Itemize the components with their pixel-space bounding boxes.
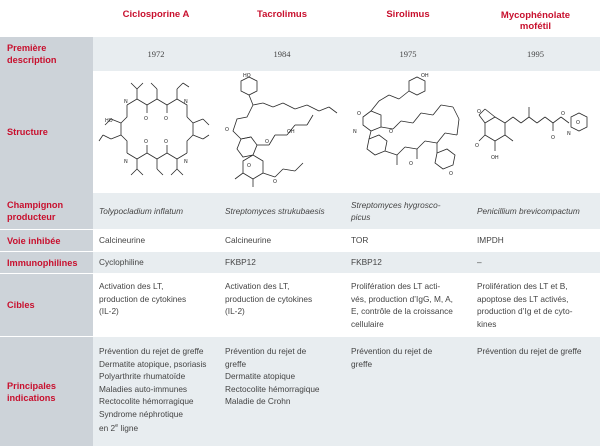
svg-text:O: O bbox=[273, 179, 277, 185]
cell-year-mycophenolate: 1995 bbox=[527, 48, 544, 59]
row-label-voie-text: Voie inhibée bbox=[7, 235, 61, 246]
indications-tacrolimus-line: greffe bbox=[225, 358, 247, 369]
col-header-sirolimus bbox=[345, 0, 471, 37]
cibles-ciclosporine-line: Activation des LT, bbox=[99, 281, 164, 291]
indications-ciclosporine-line: Syndrome néphrotique bbox=[99, 408, 183, 419]
svg-text:O: O bbox=[576, 120, 580, 126]
cell-voie-ciclosporine: Calcineurine bbox=[99, 235, 146, 246]
cibles-sirolimus-line: Prolifération des LT acti- bbox=[351, 281, 441, 291]
cell-indications-tacrolimus bbox=[219, 337, 345, 446]
cell-indications-mycophenolate bbox=[471, 337, 600, 446]
cibles-tacrolimus-line: (IL-2) bbox=[225, 306, 245, 316]
col-header-mycophenolate-line2: mofétil bbox=[519, 21, 552, 32]
mycophenolate-structure-image bbox=[475, 101, 596, 161]
indications-sirolimus-line: Prévention du rejet de bbox=[351, 346, 433, 356]
cell-immuno-sirolimus: FKBP12 bbox=[351, 257, 382, 268]
cell-cibles-tacrolimus bbox=[219, 274, 345, 336]
row-label-champignon bbox=[0, 193, 93, 229]
row-structure bbox=[0, 71, 600, 193]
svg-text:O: O bbox=[144, 139, 148, 145]
ciclosporine-structure-image bbox=[97, 75, 215, 189]
svg-text:N: N bbox=[567, 131, 571, 137]
row-label-indications bbox=[0, 337, 93, 446]
cibles-ciclosporine-line: production de cytokines bbox=[99, 293, 187, 304]
svg-text:O: O bbox=[225, 127, 229, 133]
svg-text:OH: OH bbox=[287, 129, 295, 135]
row-label-premiere-line2: description bbox=[7, 55, 57, 65]
indications-superscript: e bbox=[115, 423, 119, 429]
indications-sirolimus-line: greffe bbox=[351, 358, 373, 369]
row-champignon bbox=[0, 193, 600, 229]
cell-champignon-sirolimus-line1: Streptomyces hygrosco- bbox=[351, 199, 441, 210]
svg-text:N: N bbox=[124, 99, 128, 105]
sirolimus-structure-image bbox=[349, 73, 467, 191]
indications-ciclosporine-line bbox=[99, 420, 213, 434]
cibles-tacrolimus-line: production de cytokines bbox=[225, 293, 313, 304]
cell-voie-mycophenolate: IMPDH bbox=[477, 235, 504, 246]
indications-ciclosporine-line: Polyarthrite rhumatoïde bbox=[99, 371, 186, 381]
row-premiere-description bbox=[0, 37, 600, 71]
col-header-tacrolimus-text: Tacrolimus bbox=[257, 9, 307, 20]
cell-champignon-sirolimus-line2: picus bbox=[351, 212, 371, 222]
svg-text:N: N bbox=[353, 129, 357, 135]
row-label-champignon-line1: Champignon bbox=[7, 200, 64, 210]
indications-ciclosporine-line: Prévention du rejet de greffe bbox=[99, 346, 204, 356]
svg-text:O: O bbox=[409, 161, 413, 167]
cibles-mycophenolate-line: apoptose des LT activés, bbox=[477, 293, 569, 304]
indications-ciclosporine-line: Rectocolite hémorragique bbox=[99, 396, 194, 406]
svg-text:O: O bbox=[265, 139, 269, 145]
svg-text:O: O bbox=[357, 111, 361, 117]
cell-voie-sirolimus: TOR bbox=[351, 235, 369, 246]
row-voie-inhibee bbox=[0, 230, 600, 251]
svg-text:O: O bbox=[561, 111, 565, 117]
cibles-ciclosporine-line: (IL-2) bbox=[99, 306, 119, 316]
col-header-sirolimus-text: Sirolimus bbox=[386, 9, 430, 20]
indications-tacrolimus-line: Prévention du rejet de bbox=[225, 346, 307, 356]
cibles-mycophenolate-line: production d’Ig et de cyto- bbox=[477, 306, 573, 316]
col-header-tacrolimus bbox=[219, 0, 345, 37]
svg-text:N: N bbox=[184, 159, 188, 165]
svg-text:O: O bbox=[449, 171, 453, 177]
row-label-indications-line1: Principales bbox=[7, 380, 57, 391]
row-immunophilines bbox=[0, 252, 600, 273]
cell-champignon-ciclosporine: Tolypocladium inflatum bbox=[99, 205, 184, 216]
tacrolimus-structure-image bbox=[223, 73, 341, 191]
cibles-sirolimus-line: vés, production d’IgG, M, A, bbox=[351, 293, 453, 304]
cell-champignon-tacrolimus: Streptomyces strukubaesis bbox=[225, 205, 325, 216]
svg-text:O: O bbox=[475, 143, 479, 149]
indications-en2-text: en 2 bbox=[99, 422, 116, 433]
row-label-immuno bbox=[0, 252, 93, 273]
cibles-sirolimus-line: E, contrôle de la croissance bbox=[351, 306, 453, 316]
row-label-cibles bbox=[0, 274, 93, 336]
col-header-ciclosporine bbox=[93, 0, 219, 37]
indications-ciclosporine-line: Dermatite atopique, psoriasis bbox=[99, 358, 207, 369]
svg-text:HO: HO bbox=[243, 73, 251, 79]
cell-immuno-ciclosporine: Cyclophiline bbox=[99, 257, 144, 268]
svg-text:O: O bbox=[389, 129, 393, 135]
cell-year-ciclosporine: 1972 bbox=[147, 48, 165, 59]
row-indications bbox=[0, 337, 600, 446]
svg-text:HO: HO bbox=[105, 118, 113, 124]
cell-cibles-sirolimus bbox=[345, 274, 471, 336]
col-header-mycophenolate-line1: Mycophénolate bbox=[500, 10, 571, 21]
svg-text:OH: OH bbox=[421, 73, 429, 79]
cibles-mycophenolate-line: Prolifération des LT et B, bbox=[477, 281, 568, 291]
cell-cibles-ciclosporine bbox=[93, 274, 219, 336]
row-label-indications-line2: indications bbox=[7, 392, 56, 403]
svg-text:O: O bbox=[144, 116, 148, 122]
cibles-mycophenolate-line: kines bbox=[477, 318, 497, 329]
col-header-mycophenolate bbox=[471, 0, 600, 37]
svg-text:O: O bbox=[164, 116, 168, 122]
svg-text:N: N bbox=[124, 159, 128, 165]
svg-text:O: O bbox=[551, 135, 555, 141]
cell-champignon-mycophenolate: Penicillium brevicompactum bbox=[477, 205, 580, 216]
row-label-cibles-text: Cibles bbox=[7, 300, 35, 310]
svg-text:OH: OH bbox=[491, 155, 499, 161]
row-label-immuno-text: Immunophilines bbox=[7, 257, 78, 268]
indications-tacrolimus-line: Dermatite atopique bbox=[225, 371, 296, 381]
cell-cibles-mycophenolate bbox=[471, 274, 600, 336]
col-header-ciclosporine-text: Ciclosporine A bbox=[122, 9, 190, 20]
svg-text:O: O bbox=[477, 109, 481, 115]
cibles-tacrolimus-line: Activation des LT, bbox=[225, 281, 290, 291]
cibles-sirolimus-line: cellulaire bbox=[351, 318, 384, 329]
cell-year-tacrolimus: 1984 bbox=[273, 48, 291, 59]
cell-indications-sirolimus bbox=[345, 337, 471, 446]
cell-champignon-sirolimus bbox=[345, 193, 471, 229]
indications-ciclosporine-line: Maladies auto-immunes bbox=[99, 383, 188, 394]
row-label-premiere bbox=[0, 37, 93, 71]
row-label-champignon-line2: producteur bbox=[7, 212, 56, 222]
indications-tacrolimus-line: Maladie de Crohn bbox=[225, 396, 291, 406]
row-cibles bbox=[0, 274, 600, 336]
cell-voie-tacrolimus: Calcineurine bbox=[225, 235, 272, 246]
row-label-structure bbox=[0, 71, 93, 193]
svg-text:N: N bbox=[184, 99, 188, 105]
cell-year-sirolimus: 1975 bbox=[399, 48, 417, 59]
cell-indications-ciclosporine bbox=[93, 337, 219, 446]
cell-immuno-tacrolimus: FKBP12 bbox=[225, 257, 256, 268]
row-label-premiere-line1: Première bbox=[7, 43, 47, 53]
indications-ligne-text: ligne bbox=[120, 422, 139, 433]
indications-mycophenolate-line: Prévention du rejet de greffe bbox=[477, 346, 582, 356]
row-label-structure-text: Structure bbox=[7, 127, 48, 137]
indications-tacrolimus-line: Rectocolite hémorragique bbox=[225, 383, 320, 394]
row-label-voie bbox=[0, 230, 93, 251]
svg-text:O: O bbox=[247, 163, 251, 169]
svg-text:O: O bbox=[164, 139, 168, 145]
cell-immuno-mycophenolate: – bbox=[477, 257, 482, 268]
